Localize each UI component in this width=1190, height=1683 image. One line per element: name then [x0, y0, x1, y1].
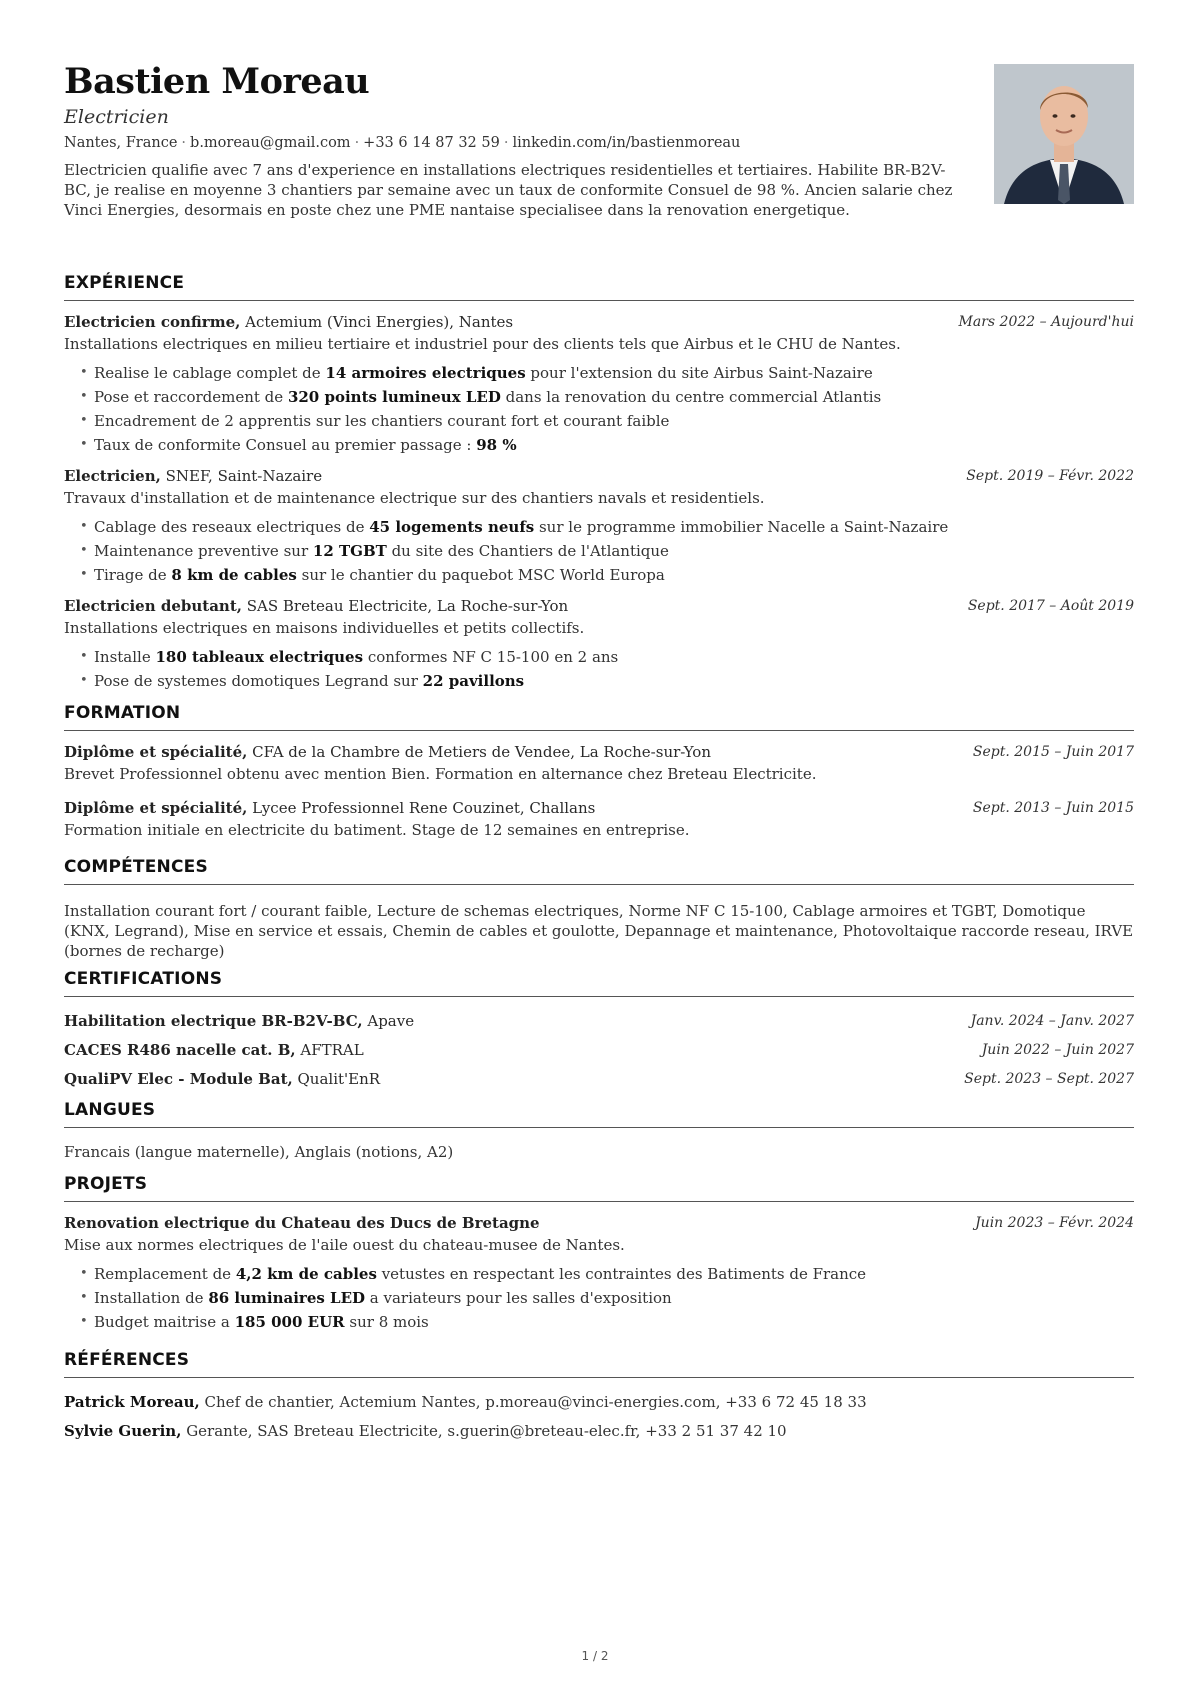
entry-description: Installations electriques en maisons individuelles et petits collectifs. — [64, 619, 585, 637]
certification-issuer: Qualit'EnR — [292, 1070, 381, 1088]
achievement-item — [80, 409, 1134, 433]
bullet-text: Realise le cablage complet de — [94, 364, 326, 382]
entry-header — [64, 311, 1134, 333]
achievement-item — [80, 433, 1134, 457]
bullet-highlight: 22 pavillons — [422, 672, 525, 690]
certification-issuer: Apave — [362, 1012, 415, 1030]
bullet-highlight: 12 TGBT — [312, 542, 387, 560]
page-number: 1 / 2 — [581, 1649, 609, 1663]
section-title-languages: LANGUES — [64, 1098, 1134, 1128]
achievement-item — [80, 645, 1134, 669]
bullet-text: vetustes en respectant les contraintes des Batiments de France — [376, 1265, 867, 1283]
contact-line — [64, 132, 1134, 154]
entry-org: Actemium (Vinci Energies), Nantes — [240, 313, 514, 331]
entry-description: Travaux d'installation et de maintenance electrique sur des chantiers navals et residentiels. — [64, 489, 765, 507]
entry-heading — [64, 1007, 414, 1036]
reference-name: Sylvie Guerin, — [64, 1422, 182, 1440]
section-title-education: FORMATION — [64, 701, 1134, 731]
achievement-item — [80, 385, 1134, 409]
entry-org: Lycee Professionnel Rene Couzinet, Challans — [247, 799, 596, 817]
entry-heading — [64, 311, 513, 333]
achievement-item — [80, 515, 1134, 539]
bullet-text: pour l'extension du site Airbus Saint-Nazaire — [525, 364, 873, 382]
experience-entry — [64, 465, 1134, 587]
achievement-list — [80, 645, 1134, 693]
bullet-highlight: 180 tableaux electriques — [155, 648, 364, 666]
achievement-list — [80, 1262, 1134, 1334]
entry-description: Brevet Professionnel obtenu avec mention Bien. Formation en alternance chez Breteau Electricite. — [64, 765, 817, 783]
profile-photo — [994, 64, 1134, 204]
bullet-text: Budget maitrise a — [94, 1313, 235, 1331]
achievement-item — [80, 539, 1134, 563]
bullet-text: Maintenance preventive sur — [94, 542, 313, 560]
achievement-list — [80, 361, 1134, 457]
entry-heading — [64, 797, 595, 819]
certification-name: QualiPV Elec - Module Bat, — [64, 1070, 293, 1088]
entry-date: Sept. 2019 – Févr. 2022 — [966, 468, 1134, 484]
bullet-text: Pose de systemes domotiques Legrand sur — [94, 672, 423, 690]
certification-date: Janv. 2024 – Janv. 2027 — [970, 1013, 1134, 1029]
entry-org: SAS Breteau Electricite, La Roche-sur-Yon — [241, 597, 569, 615]
location: Nantes, France — [64, 135, 178, 151]
entry-header — [64, 741, 1134, 763]
bullet-highlight: 185 000 EUR — [234, 1313, 345, 1331]
bullet-highlight: 8 km de cables — [171, 566, 297, 584]
bullet-text: Taux de conformite Consuel au premier passage : — [94, 436, 477, 454]
bullet-text: Remplacement de — [94, 1265, 236, 1283]
phone-number[interactable]: +33 6 14 87 32 59 — [363, 135, 500, 151]
entry-date: Sept. 2013 – Juin 2015 — [972, 800, 1134, 816]
achievement-item — [80, 1262, 1134, 1286]
certification-date: Juin 2022 – Juin 2027 — [981, 1042, 1134, 1058]
entry-heading — [64, 1036, 364, 1065]
bullet-text: sur le programme immobilier Nacelle a Saint-Nazaire — [534, 518, 949, 536]
bullet-highlight: 4,2 km de cables — [235, 1265, 377, 1283]
entry-org: SNEF, Saint-Nazaire — [160, 467, 323, 485]
bullet-text: Cablage des reseaux electriques de — [94, 518, 370, 536]
entry-heading — [64, 465, 322, 487]
bullet-highlight: 98 % — [476, 436, 517, 454]
entry-description: Mise aux normes electriques de l'aile ouest du chateau-musee de Nantes. — [64, 1236, 625, 1254]
contact-separator: · — [181, 135, 187, 151]
skills-list: Installation courant fort / courant faible, Lecture de schemas electriques, Norme NF C 15-100, Cablage armoires et TGBT, Domotique (KNX, Legrand), Mise en service et essais, Chemin de cables et goulotte, Depannage et maintenance, Photovoltaique raccorde reseau, IRVE (bornes de recharge) — [64, 902, 1134, 960]
entry-header — [64, 1212, 1134, 1234]
entry-description: Formation initiale en electricite du batiment. Stage de 12 semaines en entreprise. — [64, 821, 690, 839]
section-title-certifications: CERTIFICATIONS — [64, 967, 1134, 997]
bullet-text: dans la renovation du centre commercial Atlantis — [500, 388, 882, 406]
resume-page — [64, 60, 1134, 1446]
experience-entry — [64, 595, 1134, 693]
reference-item — [64, 1388, 1134, 1417]
certifications-section — [64, 967, 1134, 1094]
bullet-text: sur 8 mois — [344, 1313, 429, 1331]
certification-date: Sept. 2023 – Sept. 2027 — [964, 1071, 1134, 1087]
linkedin-link[interactable]: linkedin.com/in/bastienmoreau — [512, 135, 741, 151]
entry-heading — [64, 741, 711, 763]
education-section — [64, 701, 1134, 841]
experience-entry — [64, 311, 1134, 457]
skills-section — [64, 855, 1134, 961]
contact-separator: · — [354, 135, 360, 151]
project-entry — [64, 1212, 1134, 1334]
languages-list: Francais (langue maternelle), Anglais (notions, A2) — [64, 1143, 454, 1161]
entry-date: Sept. 2017 – Août 2019 — [967, 598, 1134, 614]
bullet-text: du site des Chantiers de l'Atlantique — [386, 542, 669, 560]
reference-details: Gerante, SAS Breteau Electricite, s.guerin@breteau-elec.fr, +33 2 51 37 42 10 — [181, 1422, 787, 1440]
references-section — [64, 1348, 1134, 1446]
achievement-item — [80, 563, 1134, 587]
reference-item — [64, 1417, 1134, 1446]
profile-summary: Electricien qualifie avec 7 ans d'experience en installations electriques residentielles et tertiaires. Habilite BR-B2V-BC, je realise en moyenne 3 chantiers par semaine avec un taux de conformite Consuel de 98 %. Ancien salarie chez Vinci Energies, desormais en poste chez une PME nantaise specialisee dans la renovation energetique. — [64, 161, 953, 219]
reference-details: Chef de chantier, Actemium Nantes, p.moreau@vinci-energies.com, +33 6 72 45 18 33 — [199, 1393, 867, 1411]
entry-role: Electricien debutant, — [64, 597, 242, 615]
certification-item — [64, 1065, 1134, 1094]
section-title-skills: COMPÉTENCES — [64, 855, 1134, 885]
contact-separator: · — [503, 135, 509, 151]
bullet-highlight: 14 armoires electriques — [325, 364, 526, 382]
email-link[interactable]: b.moreau@gmail.com — [190, 135, 351, 151]
entry-org: CFA de la Chambre de Metiers de Vendee, La Roche-sur-Yon — [247, 743, 711, 761]
education-entry — [64, 797, 1134, 841]
entry-date: Mars 2022 – Aujourd'hui — [958, 314, 1134, 330]
languages-section — [64, 1098, 1134, 1162]
entry-header — [64, 465, 1134, 487]
achievement-list — [80, 515, 1134, 587]
entry-heading — [64, 1065, 380, 1094]
entry-heading — [64, 595, 568, 617]
certification-item — [64, 1007, 1134, 1036]
certification-issuer: AFTRAL — [295, 1041, 364, 1059]
projects-section — [64, 1172, 1134, 1334]
candidate-name: Bastien Moreau — [64, 61, 370, 102]
education-entry — [64, 741, 1134, 785]
entry-role: Diplôme et spécialité, — [64, 743, 248, 761]
certification-item — [64, 1036, 1134, 1065]
section-title-references: RÉFÉRENCES — [64, 1348, 1134, 1378]
reference-name: Patrick Moreau, — [64, 1393, 200, 1411]
bullet-text: Pose et raccordement de — [94, 388, 288, 406]
entry-date: Sept. 2015 – Juin 2017 — [972, 744, 1134, 760]
bullet-text: conformes NF C 15-100 en 2 ans — [363, 648, 619, 666]
bullet-highlight: 45 logements neufs — [369, 518, 535, 536]
certification-name: Habilitation electrique BR-B2V-BC, — [64, 1012, 363, 1030]
certification-name: CACES R486 nacelle cat. B, — [64, 1041, 296, 1059]
resume-header — [64, 60, 1134, 265]
bullet-text: Encadrement de 2 apprentis sur les chantiers courant fort et courant faible — [94, 412, 670, 430]
entry-role: Electricien confirme, — [64, 313, 241, 331]
entry-description: Installations electriques en milieu tertiaire et industriel pour des clients tels que Airbus et le CHU de Nantes. — [64, 335, 901, 353]
entry-role: Diplôme et spécialité, — [64, 799, 248, 817]
bullet-text: sur le chantier du paquebot MSC World Europa — [296, 566, 665, 584]
entry-header — [64, 797, 1134, 819]
bullet-text: Installation de — [94, 1289, 209, 1307]
entry-date: Juin 2023 – Févr. 2024 — [975, 1215, 1134, 1231]
experience-section — [64, 271, 1134, 693]
section-title-projects: PROJETS — [64, 1172, 1134, 1202]
achievement-item — [80, 361, 1134, 385]
bullet-text: Tirage de — [94, 566, 172, 584]
achievement-item — [80, 1286, 1134, 1310]
project-name: Renovation electrique du Chateau des Ducs de Bretagne — [64, 1214, 540, 1232]
entry-role: Electricien, — [64, 467, 161, 485]
achievement-item — [80, 669, 1134, 693]
section-title-experience: EXPÉRIENCE — [64, 271, 1134, 301]
bullet-text: a variateurs pour les salles d'exposition — [365, 1289, 672, 1307]
bullet-text: Installe — [94, 648, 156, 666]
achievement-item — [80, 1310, 1134, 1334]
entry-header — [64, 595, 1134, 617]
bullet-highlight: 320 points lumineux LED — [287, 388, 501, 406]
job-title: Electricien — [64, 106, 169, 128]
bullet-highlight: 86 luminaires LED — [208, 1289, 366, 1307]
portrait-illustration — [994, 64, 1134, 204]
